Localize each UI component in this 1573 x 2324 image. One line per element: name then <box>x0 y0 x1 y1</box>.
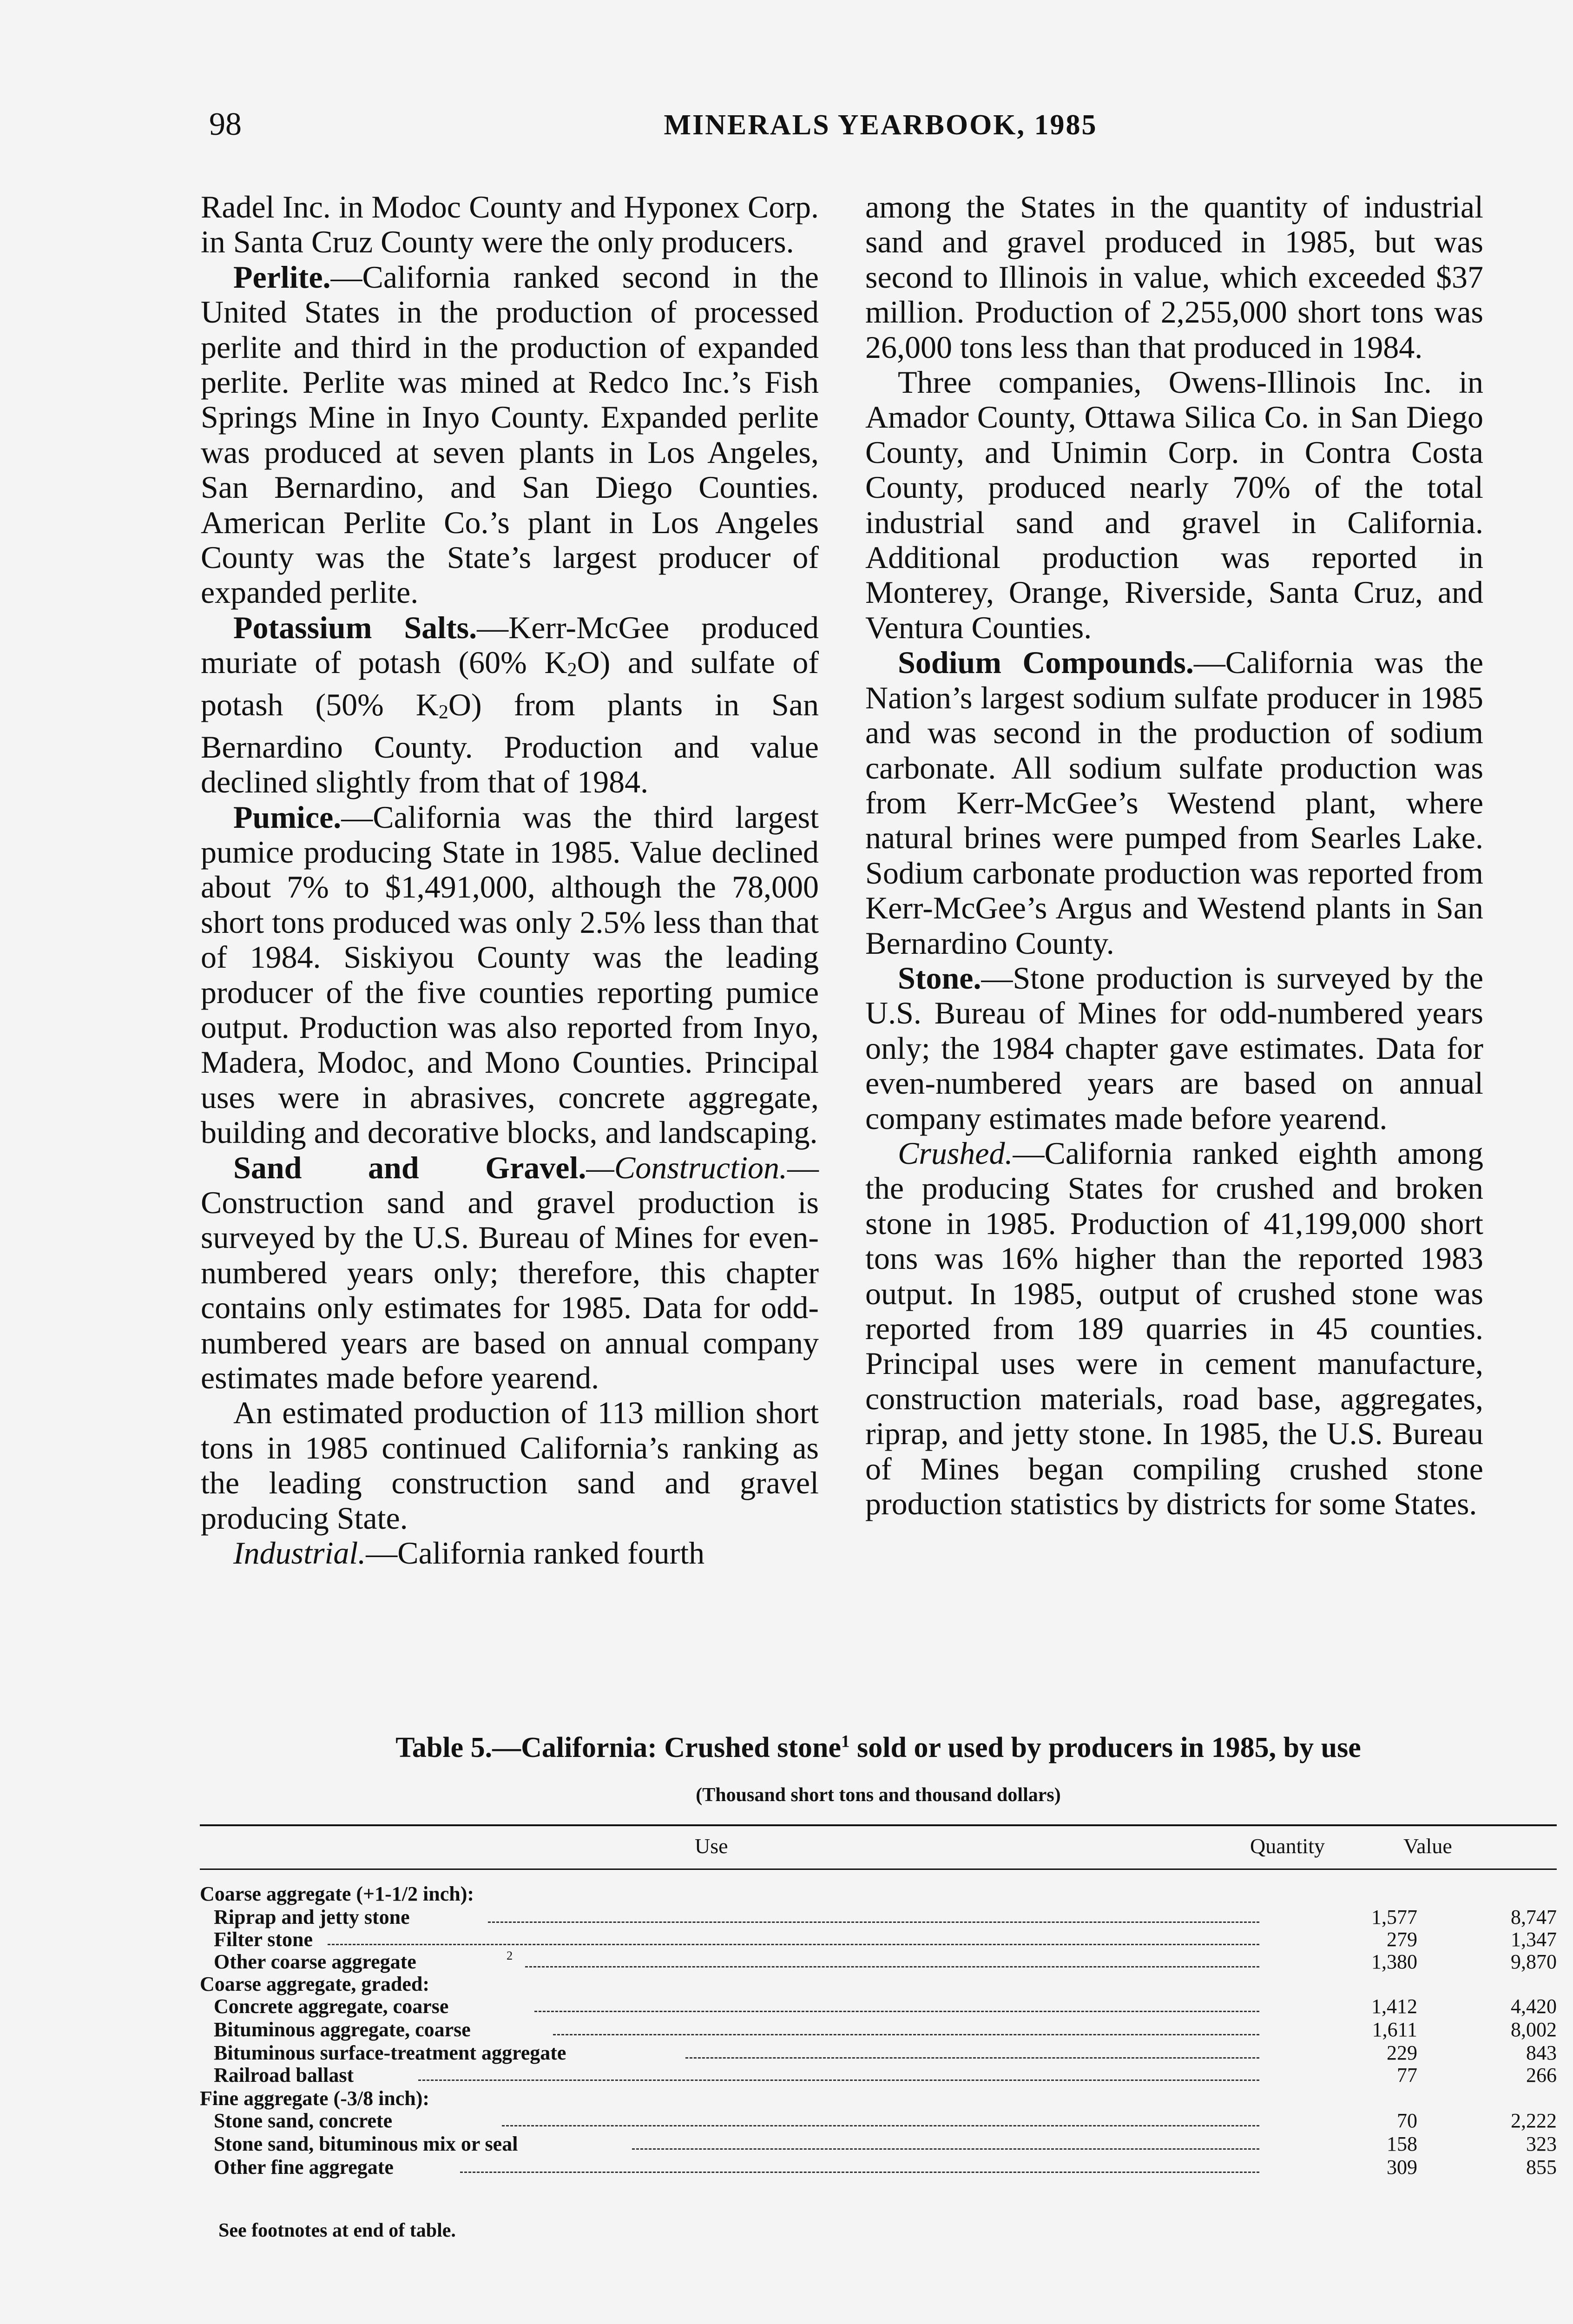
dot-leader <box>525 1966 1259 1967</box>
value-cell: 855 <box>1526 2156 1557 2179</box>
table-title: Table 5.—California: Crushed stone$^1$ sold or used by producers in 1985, by use <box>395 1732 1361 1763</box>
quantity-cell: 1,412 <box>1371 1995 1417 2018</box>
subheading-industrial: Industrial. <box>233 1535 366 1571</box>
value-cell: 8,747 <box>1511 1906 1557 1928</box>
quantity-cell: 1,611 <box>1372 2018 1417 2041</box>
paragraph-industrial-cont: among the States in the quantity of industrial sand and gravel produced in 1985, but was second to Illinois in value, which exceeded $37 million. Production of 2,255,000 short tons was 26,000 tons less than that produced in 1984. <box>865 189 1483 365</box>
row-label: Bituminous aggregate, coarse <box>214 2018 471 2041</box>
value-cell: 843 <box>1526 2041 1557 2064</box>
table-row <box>200 2064 1557 2087</box>
row-label: Coarse aggregate (+1-1/2 inch): <box>200 1882 474 1905</box>
table-row <box>200 1973 1557 1996</box>
row-label: Other fine aggregate <box>214 2156 394 2179</box>
paragraph-sodium: Sodium Compounds.—California was the Nation’s largest sodium sulfate producer in 1985 and was second in the production of sodium carbonate. All sodium sulfate production was from Kerr-McGee’s Westend plant, where natural brines were pumped from Searles Lake. Sodium carbonate production was reported from Kerr-McGee’s Argus and Westend plants in San Bernardino County. <box>865 645 1484 961</box>
heading-perlite: Perlite. <box>233 259 331 295</box>
table-row <box>200 2018 1557 2041</box>
dot-leader <box>460 2172 1259 2173</box>
dot-leader <box>685 2057 1259 2059</box>
table-row <box>200 2133 1557 2156</box>
table-row <box>200 2109 1557 2133</box>
row-label: Fine aggregate (-3/8 inch): <box>200 2087 430 2110</box>
subheading-crushed: Crushed. <box>898 1135 1013 1171</box>
table-row <box>200 1928 1557 1951</box>
value-cell: 4,420 <box>1511 1995 1557 2018</box>
paragraph-perlite: Perlite.—California ranked second in the United States in the production of processed perlite and third in the production of expanded perlite. Perlite was mined at Redco Inc.’s Fish Springs Mine in Inyo County. Expanded perlite was produced at seven plants in Los Angeles, San Bernardino, and San Diego Counties. American Perlite Co.’s plant in Los Angeles County was the State’s largest producer of expanded perlite. <box>201 259 819 610</box>
column-header-value: Value <box>1403 1834 1452 1858</box>
paragraph-industrial: Industrial.—California ranked fourth <box>233 1535 705 1571</box>
table-row <box>200 2087 1557 2110</box>
row-label: Bituminous surface-treatment aggregate <box>214 2041 566 2064</box>
page-number: 98 <box>209 106 242 142</box>
table-row <box>200 2156 1557 2179</box>
paragraph-stone: Stone.—Stone production is surveyed by the U.S. Bureau of Mines for odd-numbered years only; the 1984 chapter gave estimates. Data for even-numbered years are based on annual company estimates made before yearend. <box>865 960 1483 1136</box>
row-label: Railroad ballast <box>214 2064 354 2086</box>
row-label: Filter stone <box>214 1928 313 1951</box>
paragraph-potassium-salts: Potassium Salts.—Kerr-McGee produced muriate of potash (60% $K_2O$) and sulfate of potash (50% $K_2O$) from plants in San Bernardino County. Production and value declined slightly from that of 1984. <box>201 609 819 800</box>
value-cell: 9,870 <box>1511 1950 1557 1973</box>
dot-leader <box>632 2148 1259 2150</box>
table-row <box>200 1950 1557 1974</box>
dot-leader <box>553 2034 1259 2035</box>
table-header-rule <box>200 1868 1557 1870</box>
paragraph-three-companies: Three companies, Owens-Illinois Inc. in Amador County, Ottawa Silica Co. in San Diego County, and Unimin Corp. in Contra Costa County, produced nearly 70% of the total industrial sand and gravel in California. Additional production was reported in Monterey, Orange, Riverside, Santa Cruz, and Ventura Counties. <box>865 364 1483 645</box>
running-head: MINERALS YEARBOOK, 1985 <box>664 109 1098 141</box>
value-cell: 2,222 <box>1511 2109 1557 2132</box>
dot-leader <box>488 1921 1259 1923</box>
dot-leader <box>418 2080 1259 2081</box>
paragraph-pumice: Pumice.—California was the third largest pumice producing State in 1985. Value declined about 7% to $1,491,000, although the 78,000 short tons produced was only 2.5% less than that of 1984. Siskiyou County was the leading producer of the five counties reporting pumice output. Production was also reported from Inyo, Madera, Modoc, and Mono Counties. Principal uses were in abrasives, concrete aggregate, building and decorative blocks, and landscaping. <box>201 799 819 1150</box>
value-cell: 266 <box>1526 2064 1557 2086</box>
value-cell: 1,347 <box>1511 1928 1557 1951</box>
row-label: Other coarse aggregate <box>214 1950 416 1973</box>
table-subtitle: (Thousand short tons and thousand dollars) <box>696 1784 1061 1806</box>
heading-sodium-compounds: Sodium Compounds. <box>898 645 1194 680</box>
paragraph-construction-estimate: An estimated production of 113 million short tons in 1985 continued California’s ranking as the leading construction sand and gravel producing State. <box>201 1395 819 1536</box>
row-label: Stone sand, concrete <box>214 2109 393 2132</box>
quantity-cell: 158 <box>1387 2133 1417 2155</box>
left-column <box>201 190 819 1571</box>
quantity-cell: 70 <box>1397 2109 1417 2132</box>
heading-stone: Stone. <box>898 960 981 996</box>
paragraph-diatomite-end: Radel Inc. in Modoc County and Hyponex Corp. in Santa Cruz County were the only producers. <box>201 189 819 260</box>
heading-pumice: Pumice. <box>233 799 342 835</box>
table-top-rule <box>200 1824 1557 1826</box>
table-row <box>200 2041 1557 2065</box>
table-row <box>200 1882 1557 1906</box>
dot-leader <box>534 2011 1259 2012</box>
right-column <box>865 190 1483 1521</box>
row-label: Concrete aggregate, coarse <box>214 1995 449 2018</box>
dot-leader <box>502 2125 1259 2126</box>
dot-leader <box>328 1944 1259 1945</box>
page-header <box>209 106 1552 148</box>
table-row <box>200 1995 1557 2018</box>
paragraph-sand-gravel: Sand and Gravel.—Construction.—Construction sand and gravel production is surveyed by the U.S. Bureau of Mines for even-numbered years only; therefore, this chapter contains only estimates for 1985. Data for odd-numbered years are based on annual company estimates made before yearend. <box>201 1149 819 1396</box>
quantity-cell: 229 <box>1387 2041 1417 2064</box>
column-header-quantity: Quantity <box>1250 1834 1325 1858</box>
quantity-cell: 1,577 <box>1371 1906 1417 1928</box>
column-header-use: Use <box>695 1834 728 1858</box>
paragraph-crushed: Crushed.—California ranked eighth among the producing States for crushed and broken stone in 1985. Production of 41,199,000 short tons was 16% higher than the reported 1983 output. In 1985, output of crushed stone was reported from 189 quarries in 45 counties. Principal uses were in cement manufacture, construction materials, road base, aggregates, riprap, and jetty stone. In 1985, the U.S. Bureau of Mines began compiling crushed stone production statistics by districts for some States. <box>865 1135 1483 1522</box>
quantity-cell: 279 <box>1387 1928 1417 1951</box>
subheading-construction: —Construction. <box>586 1149 787 1185</box>
row-label: Stone sand, bituminous mix or seal <box>214 2133 518 2155</box>
quantity-cell: 1,380 <box>1371 1950 1417 1973</box>
heading-potassium-salts: Potassium Salts. <box>233 609 477 645</box>
row-label: Riprap and jetty stone <box>214 1906 410 1928</box>
value-cell: 8,002 <box>1511 2018 1557 2041</box>
quantity-cell: 77 <box>1397 2064 1417 2086</box>
heading-sand-gravel: Sand and Gravel. <box>233 1149 586 1185</box>
row-label: Coarse aggregate, graded: <box>200 1973 430 1995</box>
table-row <box>200 1906 1557 1929</box>
quantity-cell: 309 <box>1387 2156 1417 2179</box>
value-cell: 323 <box>1526 2133 1557 2155</box>
table-footnote-note: See footnotes at end of table. <box>218 2220 456 2241</box>
footnote-marker: 2 <box>507 1948 513 1962</box>
